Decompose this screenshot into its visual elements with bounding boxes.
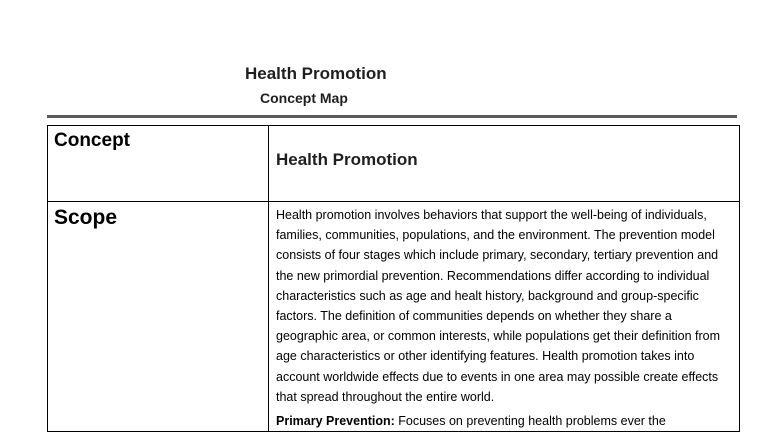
table-row-scope bbox=[48, 202, 740, 432]
primary-prevention-text: Focuses on preventing health problems ever the bbox=[394, 414, 666, 429]
title-divider bbox=[47, 115, 737, 118]
document-subtitle: Concept Map bbox=[260, 90, 348, 106]
concept-value: Health Promotion bbox=[276, 150, 418, 169]
concept-label-cell bbox=[48, 126, 269, 202]
document-title: Health Promotion bbox=[245, 64, 387, 83]
primary-prevention-line bbox=[269, 407, 739, 431]
scope-label: Scope bbox=[54, 206, 118, 229]
scope-paragraph: Health promotion involves behaviors that support the well-being of individuals, families, communities, populations, and the environment. The prevention model consists of four stages which include primary, secondary, tertiary prevention and the new primordial prevention. Recommendations differ according to individual characteristics such as age and healt history, background and group-specific factors. The definition of communities depends on whether they share a geographic area, or common interests, while populations get their definition from age characteristics or other identifying features. Health promotion takes into account worldwide effects due to events in one area may possible create effects that spread throughout the entire world. bbox=[276, 208, 720, 404]
scope-content-cell bbox=[269, 202, 740, 432]
concept-label: Concept bbox=[54, 130, 130, 151]
concept-value-cell bbox=[269, 126, 740, 202]
table-row-concept bbox=[48, 126, 740, 202]
primary-prevention-heading: Primary Prevention: bbox=[276, 414, 395, 429]
concept-map-table bbox=[47, 125, 740, 432]
scope-label-cell bbox=[48, 202, 269, 432]
